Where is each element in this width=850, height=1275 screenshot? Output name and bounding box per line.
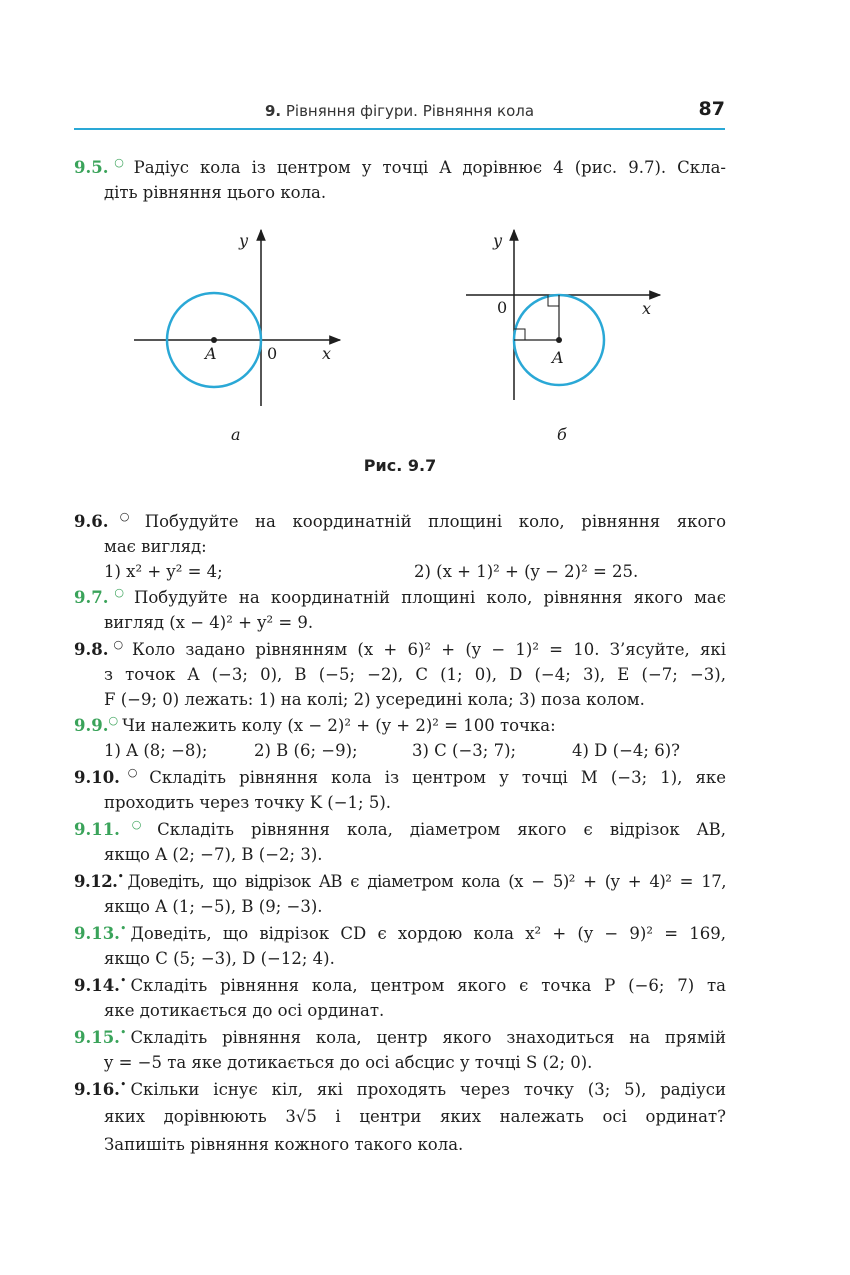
problem-text: діть рівняння цього кола.	[104, 183, 327, 202]
option: 2) B (6; −9);	[254, 741, 358, 760]
problem-9-6	[74, 504, 726, 584]
problem-9-16	[74, 1072, 726, 1157]
chapter-number: 9.	[264, 102, 282, 120]
problem-text: y = −5 та яке дотикається до осі абсцис у точці S (2; 0).	[104, 1053, 593, 1072]
problem-number: 9.9.	[74, 716, 109, 735]
problem-9-13	[74, 916, 726, 971]
problem-number: 9.6.	[74, 512, 109, 531]
difficulty-mark: •	[119, 1026, 127, 1039]
problem-number: 9.12.	[74, 872, 118, 891]
problem-9-12	[74, 864, 726, 919]
problem-text: Скільки існує кіл, які проходять через точку (3; 5), радіуси	[130, 1080, 726, 1099]
problem-text: F (−9; 0) лежать: 1) на колі; 2) усередині кола; 3) поза колом.	[104, 690, 645, 709]
figure-9-7	[0, 0, 850, 500]
problem-9-10	[74, 760, 726, 815]
chapter-title: Рівняння фігури. Рівняння кола	[285, 102, 535, 120]
difficulty-mark: •	[119, 974, 127, 987]
problem-9-11	[74, 812, 726, 867]
problem-text: Коло задано рівнянням (x + 6)² + (y − 1)² = 10. З’ясуйте, які	[132, 640, 726, 659]
difficulty-mark: •	[119, 922, 127, 935]
problem-number: 9.7.	[74, 588, 109, 607]
panel-a-center-label: A	[205, 344, 217, 363]
problem-text: якщо C (5; −3), D (−12; 4).	[104, 949, 335, 968]
problem-number: 9.15.	[74, 1028, 120, 1047]
panel-b-origin-label: 0	[497, 298, 508, 317]
problem-text: яке дотикається до осі ординат.	[104, 1001, 385, 1020]
problem-9-15	[74, 1020, 726, 1075]
problem-number: 9.11.	[74, 820, 120, 839]
problem-text: проходить через точку K (−1; 5).	[104, 793, 392, 812]
panel-a-label: а	[231, 425, 241, 444]
figure-caption: Рис. 9.7	[363, 456, 437, 475]
problem-text: має вигляд:	[104, 537, 207, 556]
difficulty-mark: •	[119, 1078, 127, 1091]
center-point	[211, 337, 217, 343]
problem-text: Складіть рівняння кола, центр якого знаходиться на прямій	[130, 1028, 726, 1047]
panel-a-x-label: x	[322, 344, 332, 363]
problem-number: 9.14.	[74, 976, 120, 995]
problem-9-8	[74, 632, 726, 712]
problem-text: якщо A (1; −5), B (9; −3).	[104, 897, 323, 916]
problem-9-7	[74, 580, 726, 635]
page-number: 87	[698, 98, 725, 120]
panel-b-label: б	[557, 425, 567, 444]
difficulty-mark: ○	[108, 638, 129, 651]
panel-b-y-label: y	[493, 231, 503, 250]
problem-text: Доведіть, що відрізок AB є діаметром кола (x − 5)² + (y + 4)² = 17,	[127, 872, 726, 891]
problem-text: Складіть рівняння кола, діаметром якого є відрізок AB,	[157, 820, 726, 839]
panel-a-origin-label: 0	[267, 344, 278, 363]
problem-text: якщо A (2; −7), B (−2; 3).	[104, 845, 323, 864]
difficulty-mark: ○	[108, 586, 130, 599]
problem-text: Побудуйте на координатній площині коло, рівняння якого	[144, 512, 727, 531]
problem-number: 9.5.	[74, 158, 109, 177]
option: 3) C (−3; 7);	[412, 741, 517, 760]
problem-text: яких дорівнюють 3√5 і центри яких належать осі ординат?	[104, 1107, 726, 1126]
problem-text: Складіть рівняння кола із центром у точці M (−3; 1), яке	[149, 768, 726, 787]
problem-9-14	[74, 968, 726, 1023]
problem-text: Чи належить колу (x − 2)² + (y + 2)² = 100 точка:	[122, 716, 556, 735]
problem-text: вигляд (x − 4)² + y² = 9.	[104, 613, 314, 632]
panel-b-x-label: x	[642, 299, 652, 318]
option: 1) A (8; −8);	[104, 741, 208, 760]
difficulty-mark: ○	[119, 766, 146, 779]
problem-text: Запишіть рівняння кожного такого кола.	[104, 1135, 464, 1154]
problem-9-9	[74, 708, 726, 763]
problem-number: 9.8.	[74, 640, 109, 659]
difficulty-mark: ○	[108, 156, 130, 169]
panel-b	[466, 230, 660, 400]
difficulty-mark: ○	[108, 714, 119, 727]
difficulty-mark: ○	[119, 818, 154, 831]
problem-text: Складіть рівняння кола, центром якого є точка P (−6; 7) та	[130, 976, 726, 995]
center-point	[556, 337, 562, 343]
problem-text: Радіус кола із центром у точці A дорівнює 4 (рис. 9.7). Скла-	[133, 158, 726, 177]
problem-number: 9.10.	[74, 768, 120, 787]
panel-b-center-label: A	[552, 348, 564, 367]
panel-a	[134, 230, 340, 406]
option: 1) x² + y² = 4;	[104, 562, 223, 581]
difficulty-mark: •	[117, 870, 124, 883]
panel-a-y-label: y	[239, 231, 249, 250]
option: 2) (x + 1)² + (y − 2)² = 25.	[414, 562, 639, 581]
problem-text: Доведіть, що відрізок CD є хордою кола x² + (y − 9)² = 169,	[130, 924, 726, 943]
problem-text: Побудуйте на координатній площині коло, рівняння якого має	[133, 588, 726, 607]
option: 4) D (−4; 6)?	[572, 741, 680, 760]
difficulty-mark: ○	[108, 510, 141, 523]
problem-number: 9.16.	[74, 1080, 120, 1099]
problem-text: з точок A (−3; 0), B (−5; −2), C (1; 0), D (−4; 3), E (−7; −3),	[104, 665, 726, 684]
problem-number: 9.13.	[74, 924, 120, 943]
